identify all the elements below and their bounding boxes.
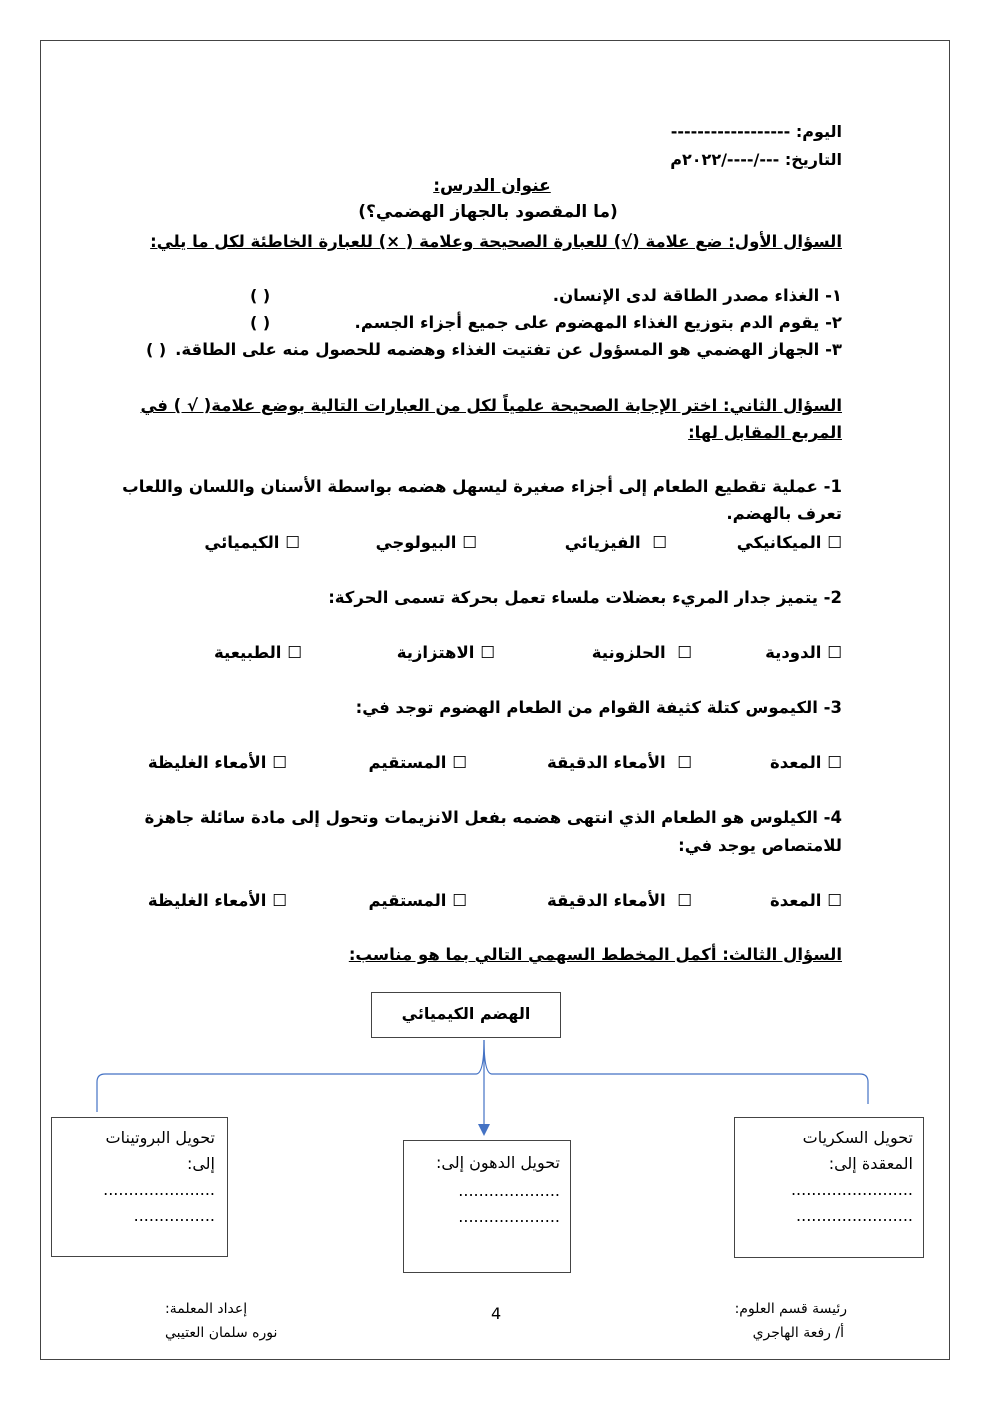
checkbox-icon[interactable]: ☐	[677, 643, 692, 662]
q2-3-option-1[interactable]: ☐ المعدة	[769, 753, 842, 772]
footer-head-name: أ/ رفعة الهاجري	[752, 1325, 844, 1341]
diagram-root-box	[371, 992, 561, 1038]
q2-1-option-3[interactable]: ☐ البيولوجي	[375, 533, 477, 552]
q2-2-option-3[interactable]: ☐ الاهتزازية	[396, 643, 495, 662]
day-label: اليوم: ------------------	[670, 122, 842, 141]
q2-1-option-1[interactable]: ☐ الميكانيكي	[736, 533, 842, 552]
lesson-title-label: عنوان الدرس:	[433, 176, 551, 196]
fats-answer-2[interactable]: ....................	[458, 1207, 560, 1226]
footer-teacher-name: نوره سلمان العتيبي	[165, 1325, 278, 1341]
proteins-answer-2[interactable]: ................	[133, 1206, 215, 1225]
q2-4-option-1[interactable]: ☐ المعدة	[769, 891, 842, 910]
q2-4-text-line2: للامتصاص يوجد في:	[678, 836, 842, 855]
proteins-answer-1[interactable]: ......................	[103, 1180, 215, 1199]
checkbox-icon[interactable]: ☐	[677, 753, 692, 772]
checkbox-icon[interactable]: ☐	[452, 753, 467, 772]
q2-3-option-2[interactable]: ☐ الأمعاء الدقيقة	[547, 753, 692, 772]
q2-2-text: 2- يتميز جدار المريء بعضلات ملساء تعمل بحركة تسمى الحركة:	[328, 588, 842, 607]
q2-2-option-4[interactable]: ☐ الطبيعية	[214, 643, 302, 662]
footer-head-label: رئيسة قسم العلوم:	[734, 1301, 847, 1317]
fats-answer-1[interactable]: ....................	[458, 1181, 560, 1200]
q2-heading-line1: السؤال الثاني: اختر الإجابة الصحيحة علمياً لكل من العبارات التالية بوضع علامة( √ ) في	[140, 396, 842, 415]
checkbox-icon[interactable]: ☐	[462, 533, 477, 552]
checkbox-icon[interactable]: ☐	[452, 891, 467, 910]
q1-item-2: ٢- يقوم الدم بتوزيع الغذاء المهضوم على جميع أجزاء الجسم.	[354, 313, 842, 332]
q2-3-text: 3- الكيموس كتلة كثيفة القوام من الطعام الهضوم توجد في:	[355, 698, 842, 717]
diagram-box-fats	[403, 1140, 571, 1273]
checkbox-icon[interactable]: ☐	[285, 533, 300, 552]
q1-heading: السؤال الأول: ضع علامة (√) للعبارة الصحيحة وعلامة ( ×) للعبارة الخاطئة لكل ما يلي:	[150, 232, 842, 251]
page-number: 4	[491, 1304, 502, 1323]
q2-3-option-3[interactable]: ☐ المستقيم	[368, 753, 467, 772]
diagram-box-sugars	[734, 1117, 924, 1258]
q2-1-text-line1: 1- عملية تقطيع الطعام إلى أجزاء صغيرة ليسهل هضمه بواسطة الأسنان واللسان واللعاب	[122, 477, 842, 496]
checkbox-icon[interactable]: ☐	[827, 891, 842, 910]
checkbox-icon[interactable]: ☐	[480, 643, 495, 662]
q2-4-option-2[interactable]: ☐ الأمعاء الدقيقة	[547, 891, 692, 910]
sugars-line1: تحويل السكريات	[802, 1128, 913, 1147]
q2-1-option-4[interactable]: ☐ الكيميائي	[204, 533, 300, 552]
proteins-line1: تحويل البروتينات	[105, 1128, 215, 1147]
q2-2-option-2[interactable]: ☐ الحلزونية	[591, 643, 692, 662]
q2-3-option-4[interactable]: ☐ الأمعاء الغليظة	[147, 753, 287, 772]
sugars-line2: المعقدة إلى:	[828, 1154, 913, 1173]
q2-4-option-3[interactable]: ☐ المستقيم	[368, 891, 467, 910]
q1-item-3: ٣- الجهاز الهضمي هو المسؤول عن تفتيت الغذاء وهضمه للحصول منه على الطاقة.	[175, 340, 842, 359]
q2-4-text-line1: 4- الكيلوس هو الطعام الذي انتهى هضمه بفعل الانزيمات وتحول إلى مادة سائلة جاهزة	[144, 808, 842, 827]
q2-heading-line2: المربع المقابل لها:	[688, 423, 842, 442]
checkbox-icon[interactable]: ☐	[272, 891, 287, 910]
checkbox-icon[interactable]: ☐	[272, 753, 287, 772]
checkbox-icon[interactable]: ☐	[827, 643, 842, 662]
checkbox-icon[interactable]: ☐	[827, 753, 842, 772]
checkbox-icon[interactable]: ☐	[287, 643, 302, 662]
sugars-answer-2[interactable]: .......................	[796, 1206, 913, 1225]
checkbox-icon[interactable]: ☐	[677, 891, 692, 910]
lesson-title: (ما المقصود بالجهاز الهضمي؟)	[358, 202, 618, 222]
q1-item-1: ١- الغذاء مصدر الطاقة لدى الإنسان.	[552, 286, 842, 305]
checkbox-icon[interactable]: ☐	[827, 533, 842, 552]
proteins-line2: إلى:	[186, 1154, 215, 1173]
fats-line1: تحويل الدهون إلى:	[435, 1153, 560, 1172]
sugars-answer-1[interactable]: ........................	[790, 1180, 913, 1199]
diagram-box-proteins	[51, 1117, 228, 1257]
q1-bracket-2[interactable]: ( )	[250, 313, 271, 332]
q3-heading: السؤال الثالث: أكمل المخطط السهمي التالي بما هو مناسب:	[348, 945, 842, 964]
checkbox-icon[interactable]: ☐	[652, 533, 667, 552]
q2-2-option-1[interactable]: ☐ الدودية	[765, 643, 842, 662]
q2-1-option-2[interactable]: ☐ الفيزيائي	[564, 533, 667, 552]
date-label: التاريخ: ---/----/٢٠٢٢م	[670, 150, 842, 169]
q1-bracket-3[interactable]: ( )	[146, 340, 167, 359]
q2-4-option-4[interactable]: ☐ الأمعاء الغليظة	[147, 891, 287, 910]
diagram-root-label: الهضم الكيميائي	[401, 1004, 531, 1023]
q1-bracket-1[interactable]: ( )	[250, 286, 271, 305]
q2-1-text-line2: تعرف بالهضم.	[726, 504, 842, 523]
footer-teacher-label: إعداد المعلمة:	[165, 1301, 248, 1317]
